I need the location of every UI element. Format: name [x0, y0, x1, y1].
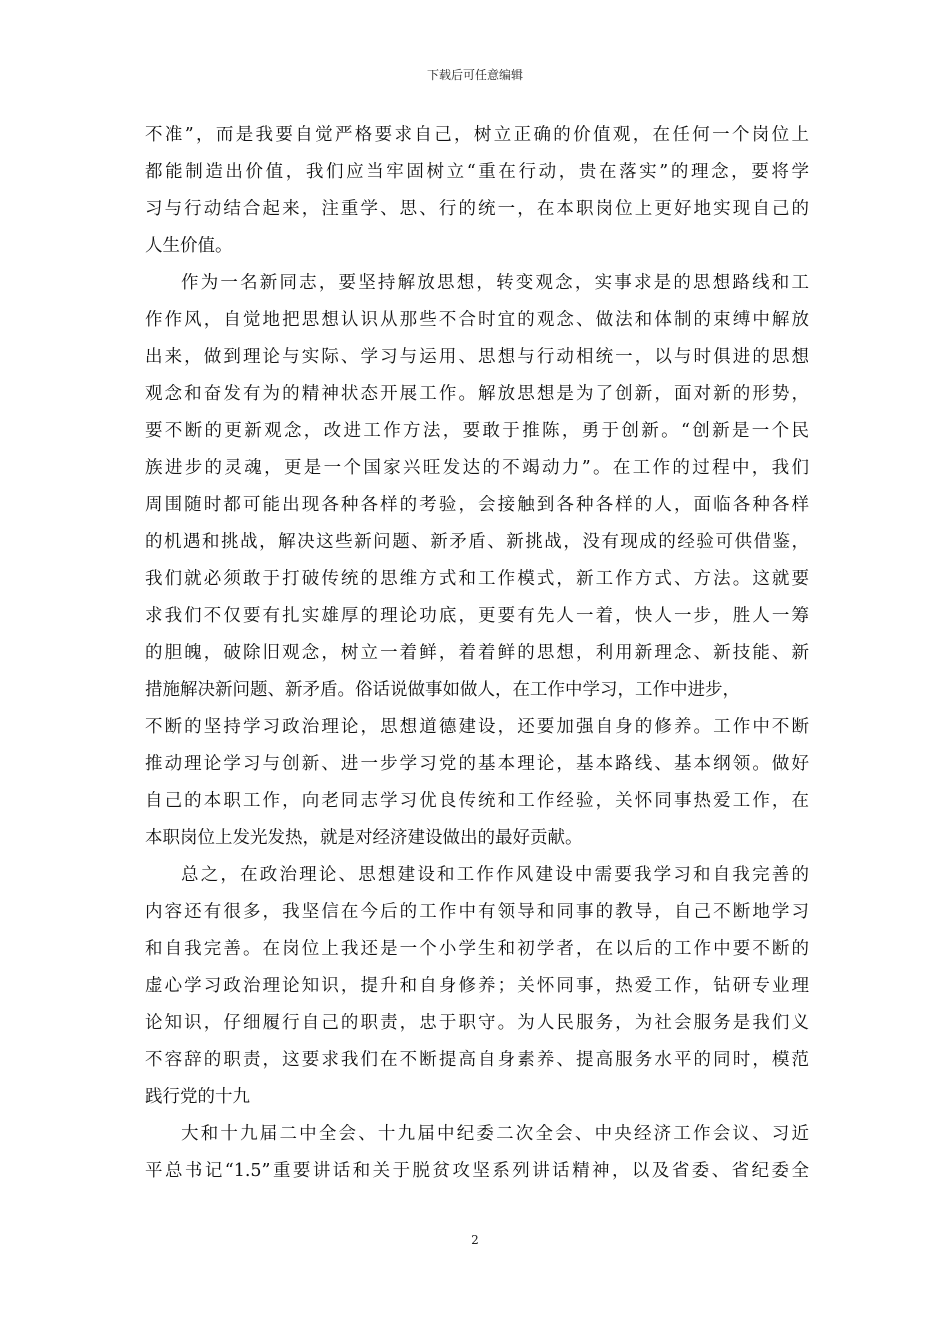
text-line: 我们就必须敢于打破传统的思维方式和工作模式，新工作方式、方法。这就要 — [145, 569, 809, 589]
text-line: 作作风，自觉地把思想认识从那些不合时宜的观念、做法和体制的束缚中解放 — [145, 310, 809, 330]
text-line: 措施解决新问题、新矛盾。俗话说做事如做人，在工作中学习，工作中进步， — [145, 680, 740, 700]
text-line: 习与行动结合起来，注重学、思、行的统一，在本职岗位上更好地实现自己的 — [145, 199, 809, 219]
text-line: 不断的坚持学习政治理论，思想道德建设，还要加强自身的修养。工作中不断 — [145, 717, 809, 737]
text-line: 求我们不仅要有扎实雄厚的理论功底，更要有先人一着，快人一步，胜人一筹 — [145, 606, 809, 626]
text-line: 总之，在政治理论、思想建设和工作作风建设中需要我学习和自我完善的 — [181, 865, 809, 885]
text-line: 践行党的十九 — [145, 1087, 250, 1107]
text-line: 人生价值。 — [145, 236, 233, 256]
page-header: 下载后可任意编辑 — [426, 68, 523, 82]
text-line: 内容还有很多，我坚信在今后的工作中有领导和同事的教导，自己不断地学习 — [145, 902, 809, 922]
text-line: 出来，做到理论与实际、学习与运用、思想与行动相统一，以与时俱进的思想 — [145, 347, 809, 367]
text-line: 自己的本职工作，向老同志学习优良传统和工作经验，关怀同事热爱工作，在 — [145, 791, 809, 811]
text-line: 的机遇和挑战，解决这些新问题、新矛盾、新挑战，没有现成的经验可供借鉴， — [145, 532, 809, 552]
text-line: 论知识，仔细履行自己的职责，忠于职守。为人民服务，为社会服务是我们义 — [145, 1013, 809, 1033]
text-line: 都能制造出价值，我们应当牢固树立“重在行动，贵在落实”的理念，要将学 — [145, 162, 809, 182]
text-line: 作为一名新同志，要坚持解放思想，转变观念，实事求是的思想路线和工 — [181, 273, 809, 293]
text-line: 不容辞的职责，这要求我们在不断提高自身素养、提高服务水平的同时，模范 — [145, 1050, 809, 1070]
text-line: 周围随时都可能出现各种各样的考验，会接触到各种各样的人，面临各种各样 — [145, 495, 809, 515]
text-line: 要不断的更新观念，改进工作方法，要敢于推陈，勇于创新。“创新是一个民 — [145, 421, 809, 441]
text-line: 族进步的灵魂，更是一个国家兴旺发达的不竭动力”。在工作的过程中，我们 — [145, 458, 809, 478]
text-line: 和自我完善。在岗位上我还是一个小学生和初学者，在以后的工作中要不断的 — [145, 939, 809, 959]
document-body — [145, 117, 809, 1190]
text-line: 平总书记“1.5”重要讲话和关于脱贫攻坚系列讲话精神，以及省委、省纪委全 — [145, 1161, 809, 1181]
text-line: 的胆魄，破除旧观念，树立一着鲜，着着鲜的思想，利用新理念、新技能、新 — [145, 643, 809, 663]
text-line: 大和十九届二中全会、十九届中纪委二次全会、中央经济工作会议、习近 — [181, 1124, 809, 1144]
text-line: 观念和奋发有为的精神状态开展工作。解放思想是为了创新，面对新的形势， — [145, 384, 809, 404]
text-line: 不准”，而是我要自觉严格要求自己，树立正确的价值观，在任何一个岗位上 — [145, 125, 809, 145]
text-line: 本职岗位上发光发热，就是对经济建设做出的最好贡献。 — [145, 828, 583, 848]
text-line: 虚心学习政治理论知识，提升和自身修养；关怀同事，热爱工作，钻研专业理 — [145, 976, 809, 996]
text-line: 推动理论学习与创新、进一步学习党的基本理论，基本路线、基本纲领。做好 — [145, 754, 809, 774]
page-number: 2 — [471, 1233, 479, 1247]
